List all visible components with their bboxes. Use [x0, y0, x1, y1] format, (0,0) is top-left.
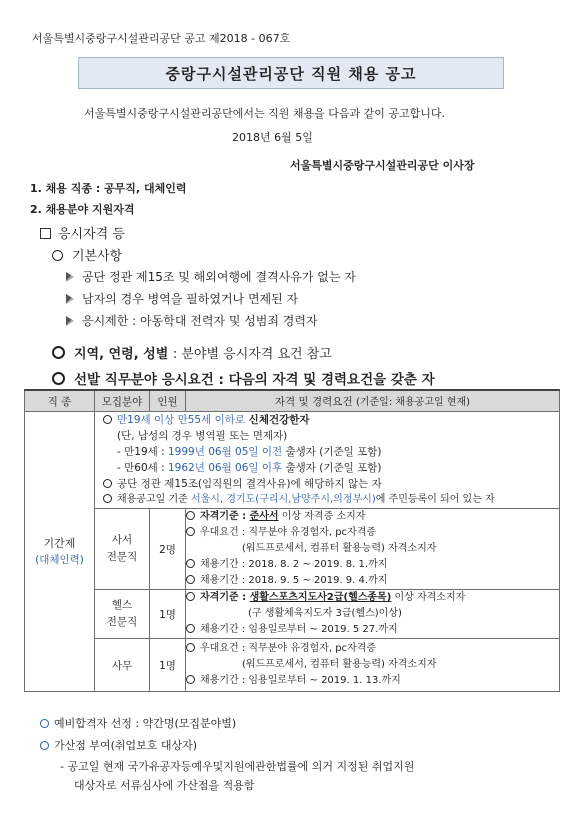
- basic-item: 공단 정관 제15조 및 해외여행에 결격사유가 없는 자: [66, 268, 356, 285]
- table-row: [25, 590, 560, 639]
- circle-bullet-icon: [103, 494, 112, 503]
- requirement-line: (구 생활체육지도자 3급(헬스)이상): [248, 608, 402, 619]
- arrow-bullet-icon: [66, 294, 74, 304]
- office-requirements: [186, 639, 560, 692]
- notice-number: 서울특별시중랑구시설관리공단 공고 제2018 - 067호: [32, 32, 291, 45]
- basic-heading: 기본사항: [52, 245, 122, 264]
- librarian-requirements: [186, 509, 560, 590]
- table-header-row: [25, 390, 560, 412]
- bonus-note: - 공고일 현재 국가유공자등예우및지원에관한법률에 의거 지정된 취업지원: [60, 760, 415, 773]
- count-librarian: 2명: [150, 509, 186, 590]
- fitness-requirements: [186, 590, 560, 639]
- field-office: 사무: [95, 639, 150, 692]
- min-age-line: - 만19세 : 1999년 06월 05일 이전 출생자 (기준일 포함): [117, 446, 382, 458]
- circle-bullet-icon: [186, 592, 195, 601]
- header-requirements: 자격 및 경력요건 (기준일: 채용공고일 현재): [186, 390, 560, 412]
- requirement-line: 우대요건 : 직무분야 유경험자, pc자격증: [186, 525, 559, 541]
- title-banner: [78, 57, 504, 89]
- header-type: 직 종: [25, 390, 95, 412]
- bonus-note-continued: 대상자로 서류심사에 가산점을 적용함: [74, 779, 255, 792]
- arrow-bullet-icon: [66, 272, 74, 282]
- count-office: 1명: [150, 639, 186, 692]
- count-fitness: 1명: [150, 590, 186, 639]
- page-title: 중랑구시설관리공단 직원 채용 공고: [165, 64, 417, 83]
- region-age-gender: 지역, 연령, 성별 : 분야별 응시자격 요건 참고: [52, 343, 332, 362]
- basic-item: 응시제한 : 아동학대 전력자 및 성범죄 경력자: [66, 312, 318, 329]
- requirements-table: [24, 389, 560, 692]
- notice-date: 2018년 6월 5일: [232, 131, 313, 144]
- requirement-line: 채용기간 : 임용일로부터 ~ 2019. 5 27.까지: [186, 622, 559, 638]
- requirement-line: (워드프로세서, 컴퓨터 활용능력) 자격소지자: [242, 659, 437, 670]
- job-type-cell: 기간제 (대체인력): [25, 412, 95, 692]
- circle-bullet-icon: [103, 479, 112, 488]
- basic-item: 남자의 경우 병역을 필하였거나 면제된 자: [66, 290, 298, 307]
- age-note: (단, 남성의 경우 병역필 또는 면제자): [117, 430, 288, 442]
- circle-bullet-icon: [186, 575, 195, 584]
- requirement-line: 채용기간 : 2018. 8. 2 ~ 2019. 8. 1.까지: [186, 557, 559, 573]
- reserve-line: 예비합격자 선정 : 약간명(모집분야별): [40, 715, 236, 731]
- circle-bullet-icon: [52, 250, 63, 261]
- max-age-line: - 만60세 : 1962년 06월 06일 이후 출생자 (기준일 포함): [117, 462, 382, 474]
- bonus-line: 가산점 부여(취업보호 대상자): [40, 737, 197, 753]
- residence-line: 채용공고일 기준 서울시, 경기도(구리시,남양주시,의정부시)에 주민등록이 되어 있는 자: [103, 492, 559, 508]
- circle-bullet-icon: [186, 624, 195, 633]
- requirement-line: (워드프로세서, 컴퓨터 활용능력) 자격소지자: [242, 543, 437, 554]
- circle-bullet-icon: [40, 741, 49, 750]
- circle-bullet-icon: [40, 719, 49, 728]
- age-requirement: 만19세 이상 만55세 이하로 신체건강한자: [103, 412, 559, 428]
- table-row: [25, 639, 560, 692]
- intro-text: 서울특별시중랑구시설관리공단에서는 직원 채용을 다음과 같이 공고합니다.: [84, 107, 446, 120]
- circle-bullet-icon: [103, 415, 112, 424]
- table-row: [25, 412, 560, 509]
- circle-bullet-icon: [52, 372, 65, 385]
- circle-bullet-icon: [186, 675, 195, 684]
- circle-bullet-icon: [186, 511, 195, 520]
- qualification-heading: 응시자격 등: [40, 223, 125, 242]
- section-2: 2. 채용분야 지원자격: [30, 203, 135, 216]
- selection-requirements: 선발 직무분야 응시요건 : 다음의 자격 및 경력요건을 갖춘 자: [52, 368, 435, 388]
- circle-bullet-icon: [186, 643, 195, 652]
- square-bullet-icon: [40, 228, 51, 239]
- requirement-line: 우대요건 : 직무분야 유경험자, pc자격증: [186, 641, 559, 657]
- signer: 서울특별시중랑구시설관리공단 이사장: [290, 159, 475, 172]
- common-requirements-cell: [95, 412, 560, 509]
- charter-line: 공단 정관 제15조(임직원의 결격사유)에 해당하지 않는 자: [103, 476, 559, 492]
- circle-bullet-icon: [186, 559, 195, 568]
- arrow-bullet-icon: [66, 316, 74, 326]
- requirement-line: 자격기준 : 준사서 이상 자격증 소지자: [186, 509, 559, 525]
- circle-bullet-icon: [186, 527, 195, 536]
- field-fitness: 헬스 전문직: [95, 590, 150, 639]
- requirement-line: 채용기간 : 2018. 9. 5 ~ 2019. 9. 4.까지: [186, 573, 559, 589]
- circle-bullet-icon: [52, 346, 65, 359]
- requirement-line: 자격기준 : 생활스포츠지도사2급(헬스종목) 이상 자격소지자: [186, 590, 559, 606]
- requirement-line: 채용기간 : 임용일로부터 ~ 2019. 1. 13.까지: [186, 673, 559, 689]
- section-1: 1. 채용 직종 : 공무직, 대체인력: [30, 182, 187, 195]
- field-librarian: 사서 전문직: [95, 509, 150, 590]
- table-row: [25, 509, 560, 590]
- header-count: 인원: [150, 390, 186, 412]
- header-field: 모집분야: [95, 390, 150, 412]
